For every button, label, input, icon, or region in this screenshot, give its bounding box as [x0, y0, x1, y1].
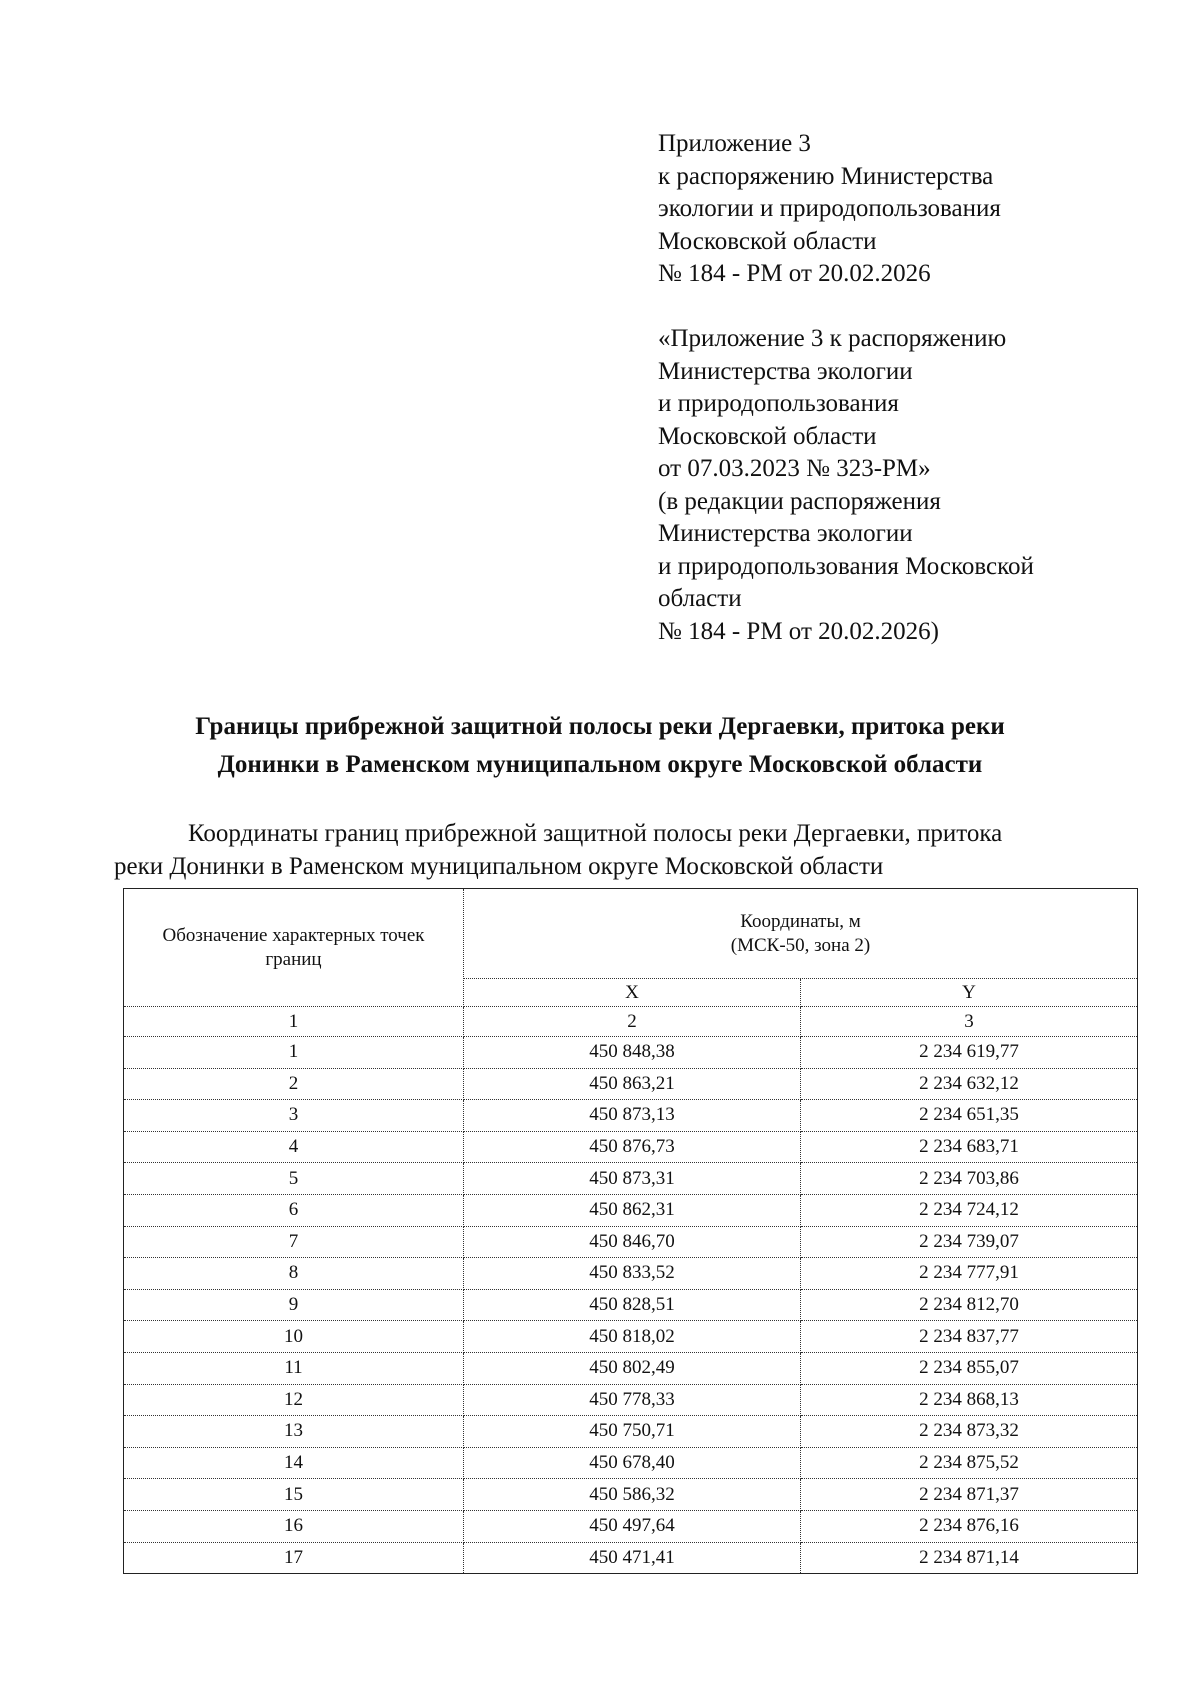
table-row: [124, 1226, 1138, 1258]
table-row: [124, 1131, 1138, 1163]
table-row: [124, 1479, 1138, 1511]
x-coordinate-cell: 450 876,73: [464, 1131, 801, 1163]
column-number: 1: [124, 1007, 464, 1037]
column-number-row: [124, 1007, 1138, 1037]
table-row: [124, 1416, 1138, 1448]
table-row: [124, 1258, 1138, 1290]
y-coordinate-cell: 2 234 876,16: [801, 1510, 1138, 1542]
table-row: [124, 1352, 1138, 1384]
table-row: [124, 1510, 1138, 1542]
column-number: 3: [801, 1007, 1138, 1037]
y-coordinate-cell: 2 234 651,35: [801, 1100, 1138, 1132]
appendix-reference-line: и природопользования Московской: [658, 552, 1034, 580]
header-points: [124, 889, 464, 1007]
header-coordinates: [464, 889, 1138, 979]
appendix-header-line: Московской области: [658, 227, 877, 255]
x-coordinate-cell: 450 873,31: [464, 1163, 801, 1195]
point-number-cell: 5: [124, 1163, 464, 1195]
y-coordinate-cell: 2 234 871,37: [801, 1479, 1138, 1511]
appendix-reference-line: Московской области: [658, 422, 877, 450]
table-row: [124, 1194, 1138, 1226]
appendix-reference: [658, 323, 1178, 648]
x-coordinate-cell: 450 828,51: [464, 1289, 801, 1321]
document-title-line-1: Границы прибрежной защитной полосы реки Дергаевки, притока реки: [195, 713, 1005, 740]
header-y: Y: [801, 979, 1138, 1007]
x-coordinate-cell: 450 863,21: [464, 1068, 801, 1100]
point-number-cell: 6: [124, 1194, 464, 1226]
y-coordinate-cell: 2 234 683,71: [801, 1131, 1138, 1163]
document-title: [100, 708, 1100, 784]
header-x: X: [464, 979, 801, 1007]
table-header-row: [124, 889, 1138, 979]
point-number-cell: 17: [124, 1542, 464, 1574]
x-coordinate-cell: 450 862,31: [464, 1194, 801, 1226]
table-row: [124, 1100, 1138, 1132]
appendix-reference-line: № 184 - РМ от 20.02.2026): [658, 617, 939, 645]
table-row: [124, 1321, 1138, 1353]
point-number-cell: 14: [124, 1447, 464, 1479]
appendix-header-line: Приложение 3: [658, 130, 811, 157]
y-coordinate-cell: 2 234 619,77: [801, 1037, 1138, 1069]
point-number-cell: 2: [124, 1068, 464, 1100]
table-row: [124, 1068, 1138, 1100]
header-points-line-1: Обозначение характерных точек: [162, 924, 425, 946]
coordinates-table: [123, 888, 1138, 1574]
column-number: 2: [464, 1007, 801, 1037]
point-number-cell: 3: [124, 1100, 464, 1132]
appendix-reference-line: Министерства экологии: [658, 357, 913, 385]
document-title-line-2: Донинки в Раменском муниципальном округе Московской области: [217, 751, 983, 778]
y-coordinate-cell: 2 234 632,12: [801, 1068, 1138, 1100]
appendix-reference-line: области: [658, 585, 742, 612]
point-number-cell: 8: [124, 1258, 464, 1290]
y-coordinate-cell: 2 234 739,07: [801, 1226, 1138, 1258]
table-caption: [114, 817, 1114, 883]
appendix-reference-line: и природопользования: [658, 390, 899, 417]
appendix-reference-line: от 07.03.2023 № 323-РМ»: [658, 455, 931, 482]
y-coordinate-cell: 2 234 855,07: [801, 1352, 1138, 1384]
table-row: [124, 1289, 1138, 1321]
y-coordinate-cell: 2 234 777,91: [801, 1258, 1138, 1290]
point-number-cell: 7: [124, 1226, 464, 1258]
y-coordinate-cell: 2 234 724,12: [801, 1194, 1138, 1226]
x-coordinate-cell: 450 848,38: [464, 1037, 801, 1069]
x-coordinate-cell: 450 846,70: [464, 1226, 801, 1258]
appendix-header-line: экологии и природопользования: [658, 195, 1001, 222]
x-coordinate-cell: 450 586,32: [464, 1479, 801, 1511]
table-row: [124, 1163, 1138, 1195]
point-number-cell: 1: [124, 1037, 464, 1069]
point-number-cell: 15: [124, 1479, 464, 1511]
y-coordinate-cell: 2 234 703,86: [801, 1163, 1138, 1195]
table-row: [124, 1037, 1138, 1069]
x-coordinate-cell: 450 833,52: [464, 1258, 801, 1290]
x-coordinate-cell: 450 818,02: [464, 1321, 801, 1353]
x-coordinate-cell: 450 471,41: [464, 1542, 801, 1574]
x-coordinate-cell: 450 750,71: [464, 1416, 801, 1448]
point-number-cell: 4: [124, 1131, 464, 1163]
point-number-cell: 12: [124, 1384, 464, 1416]
point-number-cell: 13: [124, 1416, 464, 1448]
table-caption-line-2: реки Донинки в Раменском муниципальном округе Московской области: [114, 853, 884, 880]
x-coordinate-cell: 450 802,49: [464, 1352, 801, 1384]
x-coordinate-cell: 450 778,33: [464, 1384, 801, 1416]
point-number-cell: 11: [124, 1352, 464, 1384]
y-coordinate-cell: 2 234 873,32: [801, 1416, 1138, 1448]
point-number-cell: 10: [124, 1321, 464, 1353]
table-row: [124, 1447, 1138, 1479]
appendix-reference-line: Министерства экологии: [658, 520, 913, 547]
appendix-reference-line: (в редакции распоряжения: [658, 487, 941, 515]
table-row: [124, 1542, 1138, 1574]
point-number-cell: 16: [124, 1510, 464, 1542]
y-coordinate-cell: 2 234 875,52: [801, 1447, 1138, 1479]
y-coordinate-cell: 2 234 868,13: [801, 1384, 1138, 1416]
header-points-line-2: границ: [265, 948, 322, 970]
table-row: [124, 1384, 1138, 1416]
appendix-reference-line: «Приложение 3 к распоряжению: [658, 325, 1007, 352]
x-coordinate-cell: 450 678,40: [464, 1447, 801, 1479]
header-coordinates-line-2: (МСК-50, зона 2): [730, 934, 871, 956]
y-coordinate-cell: 2 234 871,14: [801, 1542, 1138, 1574]
y-coordinate-cell: 2 234 837,77: [801, 1321, 1138, 1353]
appendix-header-line: № 184 - РМ от 20.02.2026: [658, 260, 931, 287]
appendix-header-line: к распоряжению Министерства: [658, 162, 994, 190]
point-number-cell: 9: [124, 1289, 464, 1321]
x-coordinate-cell: 450 873,13: [464, 1100, 801, 1132]
table-caption-line-1: Координаты границ прибрежной защитной полосы реки Дергаевки, притока: [188, 820, 1003, 847]
y-coordinate-cell: 2 234 812,70: [801, 1289, 1138, 1321]
header-coordinates-line-1: Координаты, м: [740, 910, 861, 932]
x-coordinate-cell: 450 497,64: [464, 1510, 801, 1542]
appendix-header: [658, 128, 1178, 291]
